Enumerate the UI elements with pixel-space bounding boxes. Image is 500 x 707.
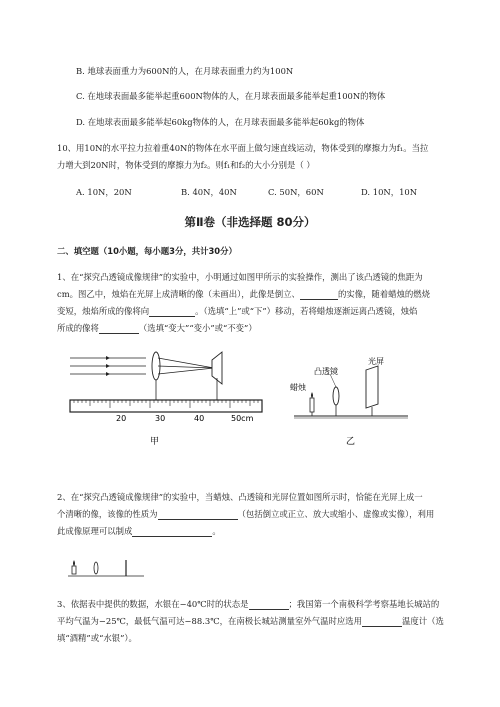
caption-jia: 甲 [150, 437, 160, 447]
q3-blank-2[interactable] [362, 617, 402, 627]
part2-title: 第Ⅱ卷（非选择题 80分） [184, 215, 316, 229]
q1-line-3-text: 变短，烛焰所成的像将向 [57, 306, 150, 316]
q2-line-1: 2、在“探究凸透镜成像规律”的实验中，当蜡烛、凸透镜和光屏位置如图所示时，恰能在光屏上成一 [57, 492, 423, 502]
q1-line-3 [57, 306, 417, 317]
caption-yi: 乙 [346, 437, 356, 447]
label-screen: 光屏 [368, 357, 384, 366]
candle-shape [310, 398, 314, 412]
q2-line-2-text-b: （包括倒立或正立、放大或缩小、虚像或实像），利用 [237, 509, 435, 519]
q3-line-3: 填“酒精”或“水银”）。 [57, 633, 137, 643]
q1-line-4 [57, 323, 257, 334]
q1-line-3-text-b: 。（选填“上”或“下”）移动，若将蜡烛逐渐远离凸透镜，烛焰 [195, 306, 418, 316]
q10-option-b: B. 40N，40N [181, 187, 237, 197]
q1-blank-4[interactable] [99, 324, 139, 334]
q3-line-2-text: 平均气温为−25℃，最低气温可达−88.3℃，在南极长城站测量室外气温时应选用 [57, 616, 362, 626]
ruler-tick-50: 50cm [231, 414, 254, 423]
q3-line-1 [57, 599, 439, 610]
q3-line-2-text-b: 温度计（选 [401, 616, 444, 626]
q10-line-1: 10、用10N的水平拉力拉着重40N的物体在水平面上做匀速直线运动，物体受到的摩擦力为f₁。当拉 [57, 143, 429, 153]
ruler-tick-20: 20 [116, 414, 127, 423]
q1-line-1: 1、在“探究凸透镜成像规律”的实验中，小明通过如图甲所示的实验操作，测出了该凸透镜的焦距为 [57, 272, 423, 282]
q1-line-2-text-b: 的实像，随着蜡烛的燃烧 [337, 289, 431, 299]
q3-line-1-text: 3、依据表中提供的数据，水银在−40℃时的状态是 [57, 599, 249, 609]
label-lens: 凸透镜 [314, 367, 338, 376]
q3-blank-1[interactable] [249, 600, 289, 610]
figure-q2 [66, 556, 146, 582]
q1-line-4-text-b: （选填“变大”“变小”或“不变”） [138, 323, 257, 333]
ruler-tick-40: 40 [194, 414, 205, 423]
figure-yi [290, 352, 410, 448]
bench-screen-shape [366, 366, 378, 408]
q1-line-2-text: cm。图乙中，烛焰在光屏上成清晰的像（未画出），此像是倒立、 [57, 289, 300, 299]
q1-blank-2[interactable] [300, 290, 338, 300]
ruler-tick-30: 30 [155, 414, 166, 423]
q2-line-3-text: 此成像原理可以制成 [57, 526, 133, 536]
q10-option-c: C. 50N，60N [268, 187, 324, 197]
q2-line-2-text: 个清晰的像，该像的性质为 [57, 509, 158, 519]
q2-blank-1[interactable] [158, 510, 238, 520]
figure-jia [66, 348, 266, 448]
q9-option-d: D. 在地球表面最多能举起60kg物体的人，在月球表面最多能举起60kg的物体 [76, 117, 365, 127]
q2-blank-2[interactable] [132, 527, 212, 537]
q2-line-2 [57, 509, 434, 520]
q3-line-1-text-b: ；我国第一个南极科学考察基地长城站的 [288, 599, 440, 609]
q1-blank-3[interactable] [149, 307, 195, 317]
q10-line-2: 力增大到20N时，物体受到的摩擦力为f₂。则f₁和f₂的大小分别是（ ） [57, 160, 315, 170]
label-candle: 蜡烛 [290, 383, 306, 392]
q9-option-c: C. 在地球表面最多能举起重600N物体的人，在月球表面最多能举起重100N的物体 [76, 91, 386, 101]
q3-line-2 [57, 616, 444, 627]
q10-option-a: A. 10N，20N [76, 187, 132, 197]
q10-option-d: D. 10N，10N [361, 187, 418, 197]
q9-option-b: B. 地球表面重力为600N的人，在月球表面重力约为100N [76, 66, 294, 76]
section-heading: 二、填空题（10小题，每小题3分，共计30分） [57, 246, 237, 256]
q2-line-3 [57, 526, 221, 537]
q1-line-2 [57, 289, 430, 300]
q1-line-4-text: 所成的像将 [57, 323, 99, 333]
q2-line-3-text-b: 。 [212, 526, 221, 536]
